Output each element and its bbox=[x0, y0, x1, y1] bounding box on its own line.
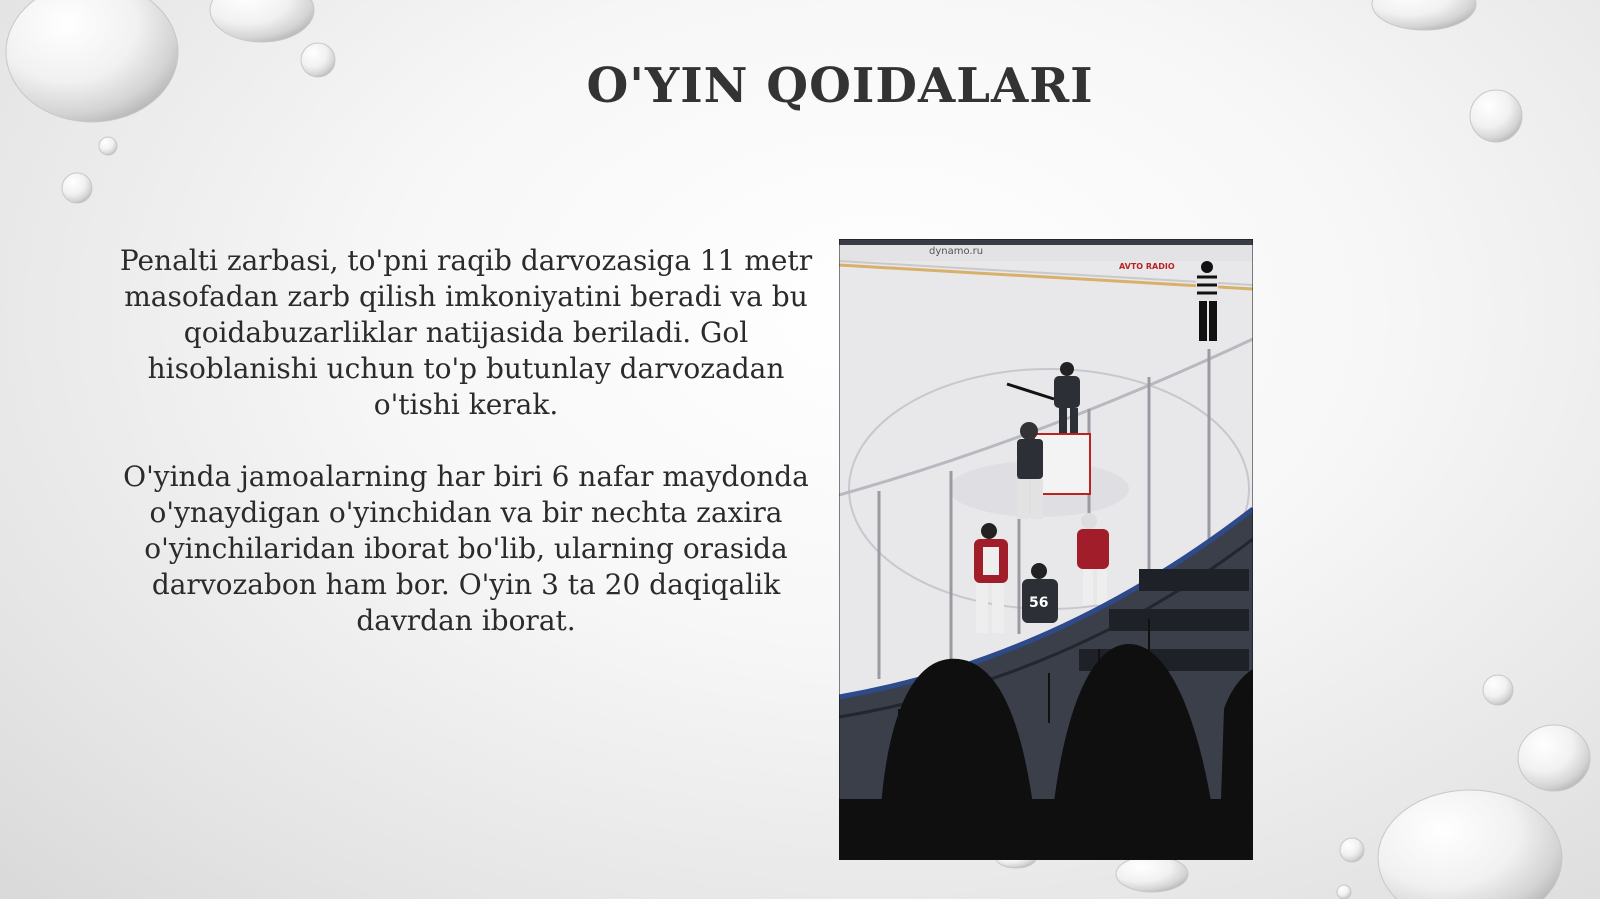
slide-title: O'YIN QOIDALARI bbox=[586, 58, 1094, 114]
drop-right-2 bbox=[1483, 675, 1513, 705]
board-text-1: dynamo.ru bbox=[929, 246, 984, 257]
board-text-2: AVTO RADIO bbox=[1119, 262, 1175, 271]
drop-small-2 bbox=[99, 137, 117, 155]
referee bbox=[1196, 261, 1218, 341]
drop-top-right bbox=[1372, 0, 1476, 30]
drop-bottom-right-large bbox=[1378, 790, 1562, 899]
body-text bbox=[108, 243, 824, 639]
hockey-photo bbox=[839, 239, 1253, 860]
jersey-number: 56 bbox=[1029, 595, 1049, 611]
drop-top-left-2 bbox=[210, 0, 314, 42]
paragraph-penalty: Penalti zarbasi, to'pni raqib darvozasiga 11 metr masofadan zarb qilish imkoniyatini beradi va bu qoidabuzarliklar natijasida beriladi. Gol hisoblanishi uchun to'p butunlay darvozadan o'tishi kerak. bbox=[119, 244, 813, 421]
paragraph-teams: O'yinda jamoalarning har biri 6 nafar maydonda o'ynaydigan o'yinchidan va bir nechta zaxira o'yinchilaridan iborat bo'lib, ularning orasida darvozabon ham bor. O'yin 3 ta 20 daqiqalik davrdan iborat. bbox=[123, 460, 809, 637]
hockey-rink-illustration bbox=[839, 239, 1253, 860]
drop-small-3 bbox=[62, 173, 92, 203]
drop-bottom-center bbox=[1116, 856, 1188, 892]
drop-right-3 bbox=[1518, 725, 1590, 791]
drop-bottom-right-small bbox=[1340, 838, 1364, 862]
drop-bottom-right-tiny bbox=[1337, 885, 1351, 899]
